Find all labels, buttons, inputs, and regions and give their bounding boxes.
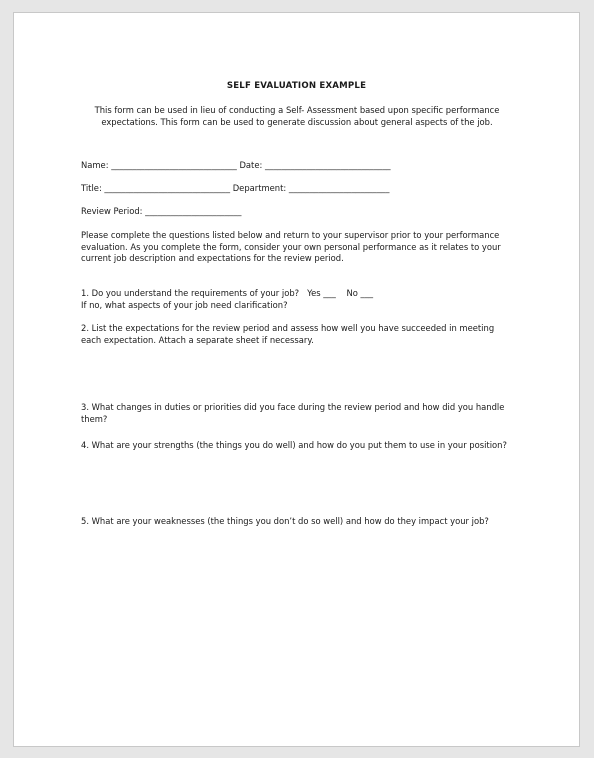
question-5: 5. What are your weaknesses (the things you don’t do so well) and how do they impact your job? [81,516,489,526]
question-4: 4. What are your strengths (the things you do well) and how do you put them to use in your position? [81,440,507,450]
intro-paragraph: This form can be used in lieu of conducting a Self- Assessment based upon specific performance expectations. This form can be used to generate discussion about general aspects of the job. [94,105,500,127]
name-date-field: Name: ______________________________ Date: ______________________________ [81,160,391,170]
question-3: 3. What changes in duties or priorities did you face during the review period and how did you handle them? [81,402,505,424]
question-2-line-1: 2. List the expectations for the review period and assess how well you have succeeded in meeting [81,323,495,333]
instructions-paragraph: Please complete the questions listed below and return to your supervisor prior to your performance evaluation. As you complete the form, consider your own personal performance as it relates to your current job description and expectations for the review period. [81,230,501,264]
review-period-field: Review Period: _______________________ [81,206,242,216]
question-1-line-2: If no, what aspects of your job need clarification? [81,299,288,310]
question-2-line-2: each expectation. Attach a separate sheet if necessary. [81,334,314,345]
question-1-line-1: 1. Do you understand the requirements of your job? Yes ___ No ___ [81,288,374,298]
question-1 [81,288,521,311]
title-department-field: Title: ______________________________ Department: ________________________ [81,183,390,193]
document-title: SELF EVALUATION EXAMPLE [226,81,367,91]
question-2 [81,323,521,346]
document-page [13,12,580,747]
